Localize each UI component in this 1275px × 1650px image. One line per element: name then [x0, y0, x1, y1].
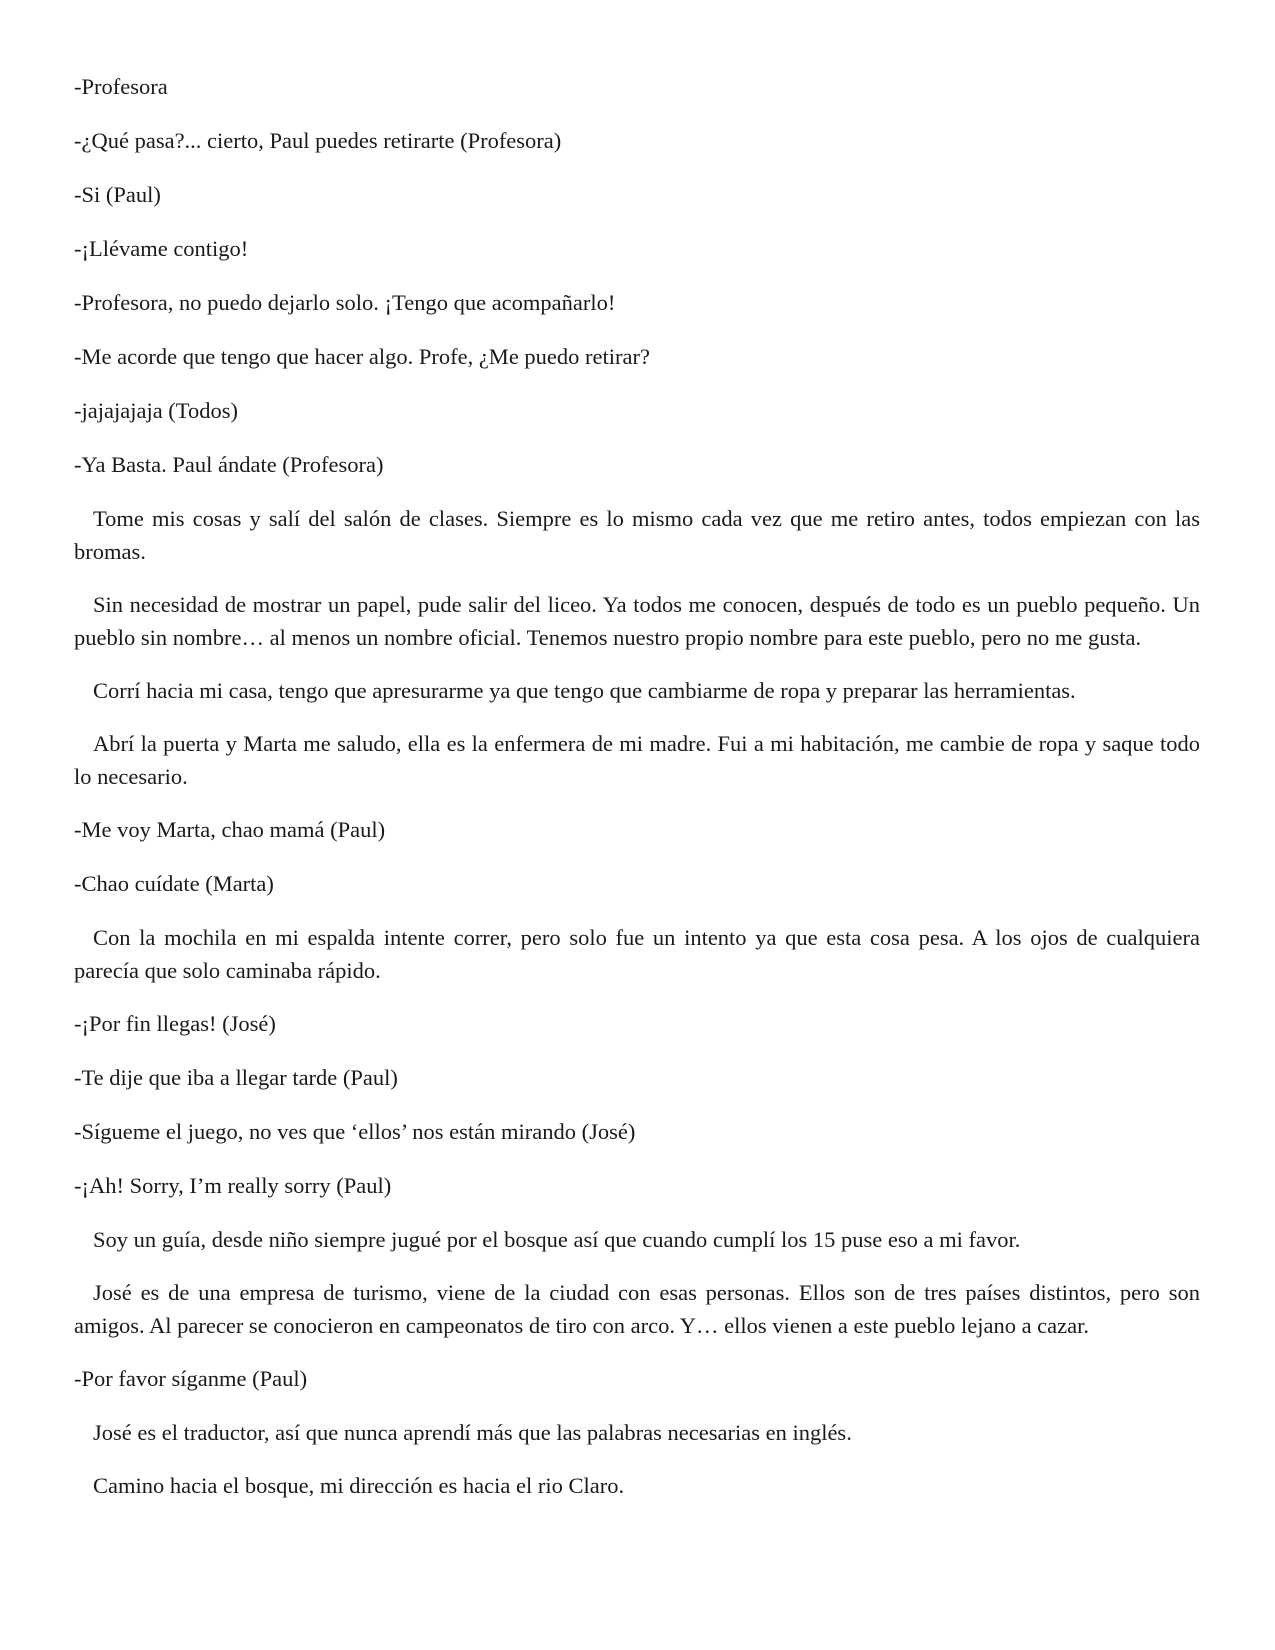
dialogue-line: -¡Ah! Sorry, I’m really sorry (Paul) — [74, 1173, 392, 1198]
dialogue-line: -Me acorde que tengo que hacer algo. Profe, ¿Me puedo retirar? — [74, 344, 650, 369]
dialogue-line: -Te dije que iba a llegar tarde (Paul) — [74, 1065, 398, 1090]
dialogue-line: -Sígueme el juego, no ves que ‘ellos’ nos están mirando (José) — [74, 1119, 636, 1144]
dialogue-line: -¡Llévame contigo! — [74, 236, 249, 261]
narrative-paragraph: José es de una empresa de turismo, viene de la ciudad con esas personas. Ellos son de tres países distintos, pero son amigos. Al parecer se conocieron en campeonatos de tiro con arco. Y… ellos vienen a este pueblo lejano a cazar. — [74, 1280, 1200, 1338]
dialogue-line: -Ya Basta. Paul ándate (Profesora) — [74, 452, 384, 477]
dialogue-line: -Por favor síganme (Paul) — [74, 1366, 308, 1391]
narrative-paragraph: Sin necesidad de mostrar un papel, pude salir del liceo. Ya todos me conocen, después de todo es un pueblo pequeño. Un pueblo sin nombre… al menos un nombre oficial. Tenemos nuestro propio nombre para este pueblo, pero no me gusta. — [74, 592, 1200, 650]
document-page — [74, 70, 1200, 1522]
narrative-paragraph: Tome mis cosas y salí del salón de clases. Siempre es lo mismo cada vez que me retiro antes, todos empiezan con las bromas. — [74, 506, 1200, 564]
narrative-paragraph: Abrí la puerta y Marta me saludo, ella es la enfermera de mi madre. Fui a mi habitación, me cambie de ropa y saque todo lo necesario. — [74, 731, 1200, 789]
dialogue-line: -Chao cuídate (Marta) — [74, 871, 274, 896]
dialogue-line: -jajajajaja (Todos) — [74, 398, 238, 423]
dialogue-line: -Si (Paul) — [74, 182, 161, 207]
dialogue-line: -Profesora, no puedo dejarlo solo. ¡Tengo que acompañarlo! — [74, 290, 616, 315]
dialogue-line: -¡Por fin llegas! (José) — [74, 1011, 276, 1036]
narrative-paragraph: Soy un guía, desde niño siempre jugué por el bosque así que cuando cumplí los 15 puse eso a mi favor. — [93, 1227, 1021, 1252]
dialogue-line: -¿Qué pasa?... cierto, Paul puedes retirarte (Profesora) — [74, 128, 562, 153]
dialogue-line: -Profesora — [74, 74, 168, 99]
dialogue-line: -Me voy Marta, chao mamá (Paul) — [74, 817, 386, 842]
narrative-paragraph: Camino hacia el bosque, mi dirección es hacia el rio Claro. — [93, 1473, 625, 1498]
narrative-paragraph: José es el traductor, así que nunca aprendí más que las palabras necesarias en inglés. — [93, 1420, 852, 1445]
narrative-paragraph: Con la mochila en mi espalda intente correr, pero solo fue un intento ya que esta cosa pesa. A los ojos de cualquiera parecía que solo caminaba rápido. — [74, 925, 1200, 983]
narrative-paragraph: Corrí hacia mi casa, tengo que apresurarme ya que tengo que cambiarme de ropa y preparar las herramientas. — [93, 678, 1076, 703]
